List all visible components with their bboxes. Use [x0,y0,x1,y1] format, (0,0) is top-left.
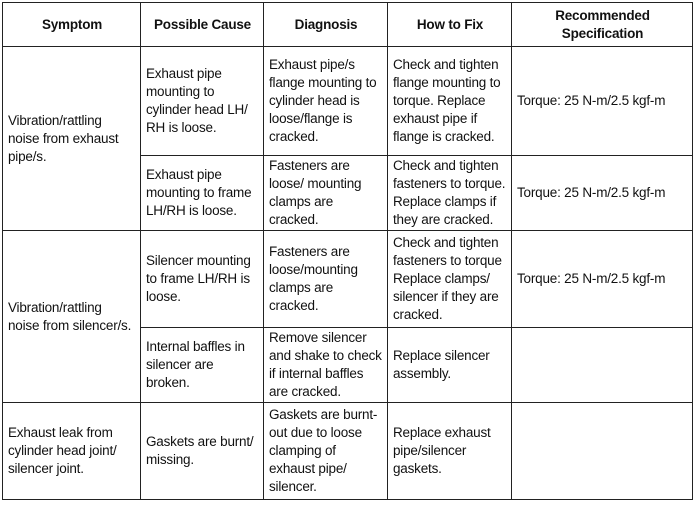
diagnosis-cell: Gaskets are burnt-out due to loose clamping of exhaust pipe/ silencer. [264,403,388,500]
spec-cell [512,328,693,403]
diagnosis-cell: Remove silencer and shake to check if internal baffles are cracked. [264,328,388,403]
table-row [3,231,693,328]
fix-cell: Replace silencer assembly. [388,328,512,403]
header-diagnosis: Diagnosis [264,3,388,47]
fix-cell: Check and tighten fasteners to torque Replace clamps/ silencer if they are cracked. [388,231,512,328]
fix-cell: Check and tighten fasteners to torque. Replace clamps if they are cracked. [388,156,512,231]
table-row [3,403,693,500]
troubleshooting-table [2,2,693,500]
table-header-row [3,3,693,47]
cause-cell: Internal baffles in silencer are broken. [141,328,264,403]
cause-cell: Exhaust pipe mounting to cylinder head LH/ RH is loose. [141,47,264,156]
header-recommended-specification: Recommended Specification [512,3,693,47]
symptom-cell: Exhaust leak from cylinder head joint/ silencer joint. [3,403,141,500]
header-how-to-fix: How to Fix [388,3,512,47]
cause-cell: Silencer mounting to frame LH/RH is loose. [141,231,264,328]
fix-cell: Check and tighten flange mounting to torque. Replace exhaust pipe if flange is cracked. [388,47,512,156]
spec-cell: Torque: 25 N-m/2.5 kgf-m [512,156,693,231]
cause-cell: Exhaust pipe mounting to frame LH/RH is loose. [141,156,264,231]
diagnosis-cell: Fasteners are loose/mounting clamps are cracked. [264,231,388,328]
spec-cell: Torque: 25 N-m/2.5 kgf-m [512,231,693,328]
symptom-cell: Vibration/rattling noise from silencer/s. [3,231,141,403]
spec-cell [512,403,693,500]
diagnosis-cell: Exhaust pipe/s flange mounting to cylinder head is loose/flange is cracked. [264,47,388,156]
symptom-cell: Vibration/rattling noise from exhaust pipe/s. [3,47,141,231]
header-symptom: Symptom [3,3,141,47]
spec-cell: Torque: 25 N-m/2.5 kgf-m [512,47,693,156]
diagnosis-cell: Fasteners are loose/ mounting clamps are cracked. [264,156,388,231]
fix-cell: Replace exhaust pipe/silencer gaskets. [388,403,512,500]
cause-cell: Gaskets are burnt/ missing. [141,403,264,500]
table-row [3,47,693,156]
header-possible-cause: Possible Cause [141,3,264,47]
